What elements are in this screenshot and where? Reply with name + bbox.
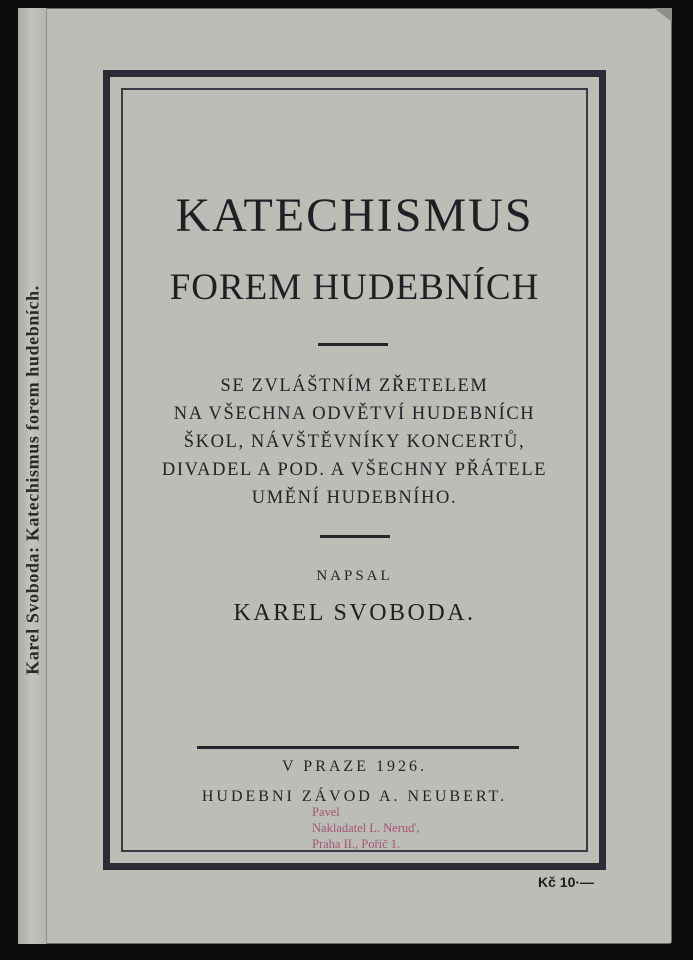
divider-rule-top <box>318 343 388 346</box>
book-title: KATECHISMUS <box>175 189 534 242</box>
description-line: DIVADEL A POD. A VŠECHNY PŘÁTELE <box>161 460 548 480</box>
divider-rule-bottom <box>197 746 519 749</box>
divider-rule-middle <box>320 535 390 538</box>
price-label: Kč 10·— <box>538 874 595 890</box>
place-and-year: V PRAZE 1926. <box>282 758 427 775</box>
book-subtitle: FOREM HUDEBNÍCH <box>169 267 540 308</box>
spine-title: Karel Svoboda: Katechismus forem hudebních. <box>22 285 43 675</box>
stamp-line: Pavel <box>312 805 340 819</box>
description-line: NA VŠECHNA ODVĚTVÍ HUDEBNÍCH <box>173 404 536 424</box>
book-description <box>121 372 588 512</box>
author-name: KAREL SVOBODA. <box>233 600 476 626</box>
description-line: UMĚNÍ HUDEBNÍHO. <box>251 488 458 508</box>
publisher-name: HUDEBNI ZÁVOD A. NEUBERT. <box>201 788 508 805</box>
byline-label: NAPSAL <box>316 568 393 584</box>
stamp-line: Nakladatel L. Neruď, <box>312 821 420 835</box>
publisher-stamp <box>312 804 419 852</box>
description-line: SE ZVLÁŠTNÍM ZŘETELEM <box>220 376 489 396</box>
description-line: ŠKOL, NÁVŠTĚVNÍKY KONCERTŮ, <box>183 432 526 452</box>
stamp-line: Praha II., Poříč 1. <box>312 837 401 851</box>
